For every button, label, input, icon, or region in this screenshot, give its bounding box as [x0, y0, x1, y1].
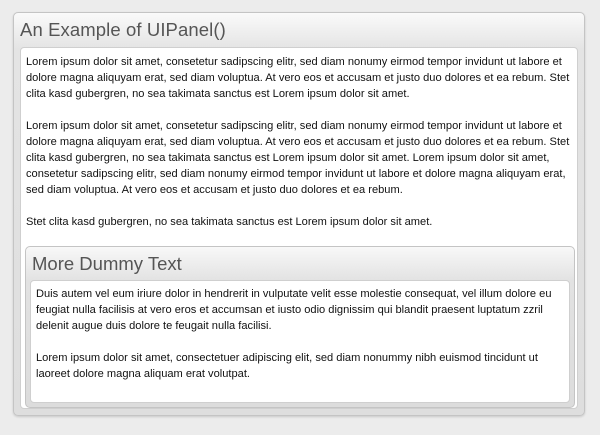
- paragraph: Lorem ipsum dolor sit amet, consetetur sadipscing elitr, sed diam nonumy eirmod tempor invidunt ut labore et dolore magna aliquyam erat, sed diam voluptua. At vero eos et accusam et justo duo dolores et ea rebum. Stet clita kasd gubergren, no sea takimata sanctus est Lorem ipsum dolor sit amet. Lorem ipsum dolor sit amet, consetetur sadipscing elitr, sed diam nonumy eirmod tempor invidunt ut labore et dolore magna aliquyam erat, sed diam voluptua. At vero eos et accusam et justo duo dolores et ea rebum.: [26, 120, 570, 196]
- paragraph: Stet clita kasd gubergren, no sea takimata sanctus est Lorem ipsum dolor sit amet.: [26, 216, 433, 228]
- paragraph: Lorem ipsum dolor sit amet, consetetur sadipscing elitr, sed diam nonumy eirmod tempor invidunt ut labore et dolore magna aliquyam erat, sed diam voluptua. At vero eos et accusam et justo duo dolores et ea rebum. Stet clita kasd gubergren, no sea takimata sanctus est Lorem ipsum dolor sit amet.: [26, 56, 570, 100]
- nested-panel: [25, 246, 575, 408]
- nested-panel-title: More Dummy Text: [32, 253, 182, 274]
- panel-content: [20, 47, 578, 409]
- nested-panel-content: [30, 280, 570, 403]
- example-panel: [13, 12, 585, 416]
- paragraph: Duis autem vel eum iriure dolor in hendrerit in vulputate velit esse molestie consequat, vel illum dolore eu feugiat nulla facilisis at vero eros et accumsan et iusto odio dignissim qui blandit praesent luptatum zzril delenit augue duis dolore te feugait nulla facilisi.: [36, 288, 552, 332]
- panel-title: An Example of UIPanel(): [20, 19, 226, 40]
- paragraph: Lorem ipsum dolor sit amet, consectetuer adipiscing elit, sed diam nonummy nibh euismod tincidunt ut laoreet dolore magna aliquam erat volutpat.: [36, 352, 538, 380]
